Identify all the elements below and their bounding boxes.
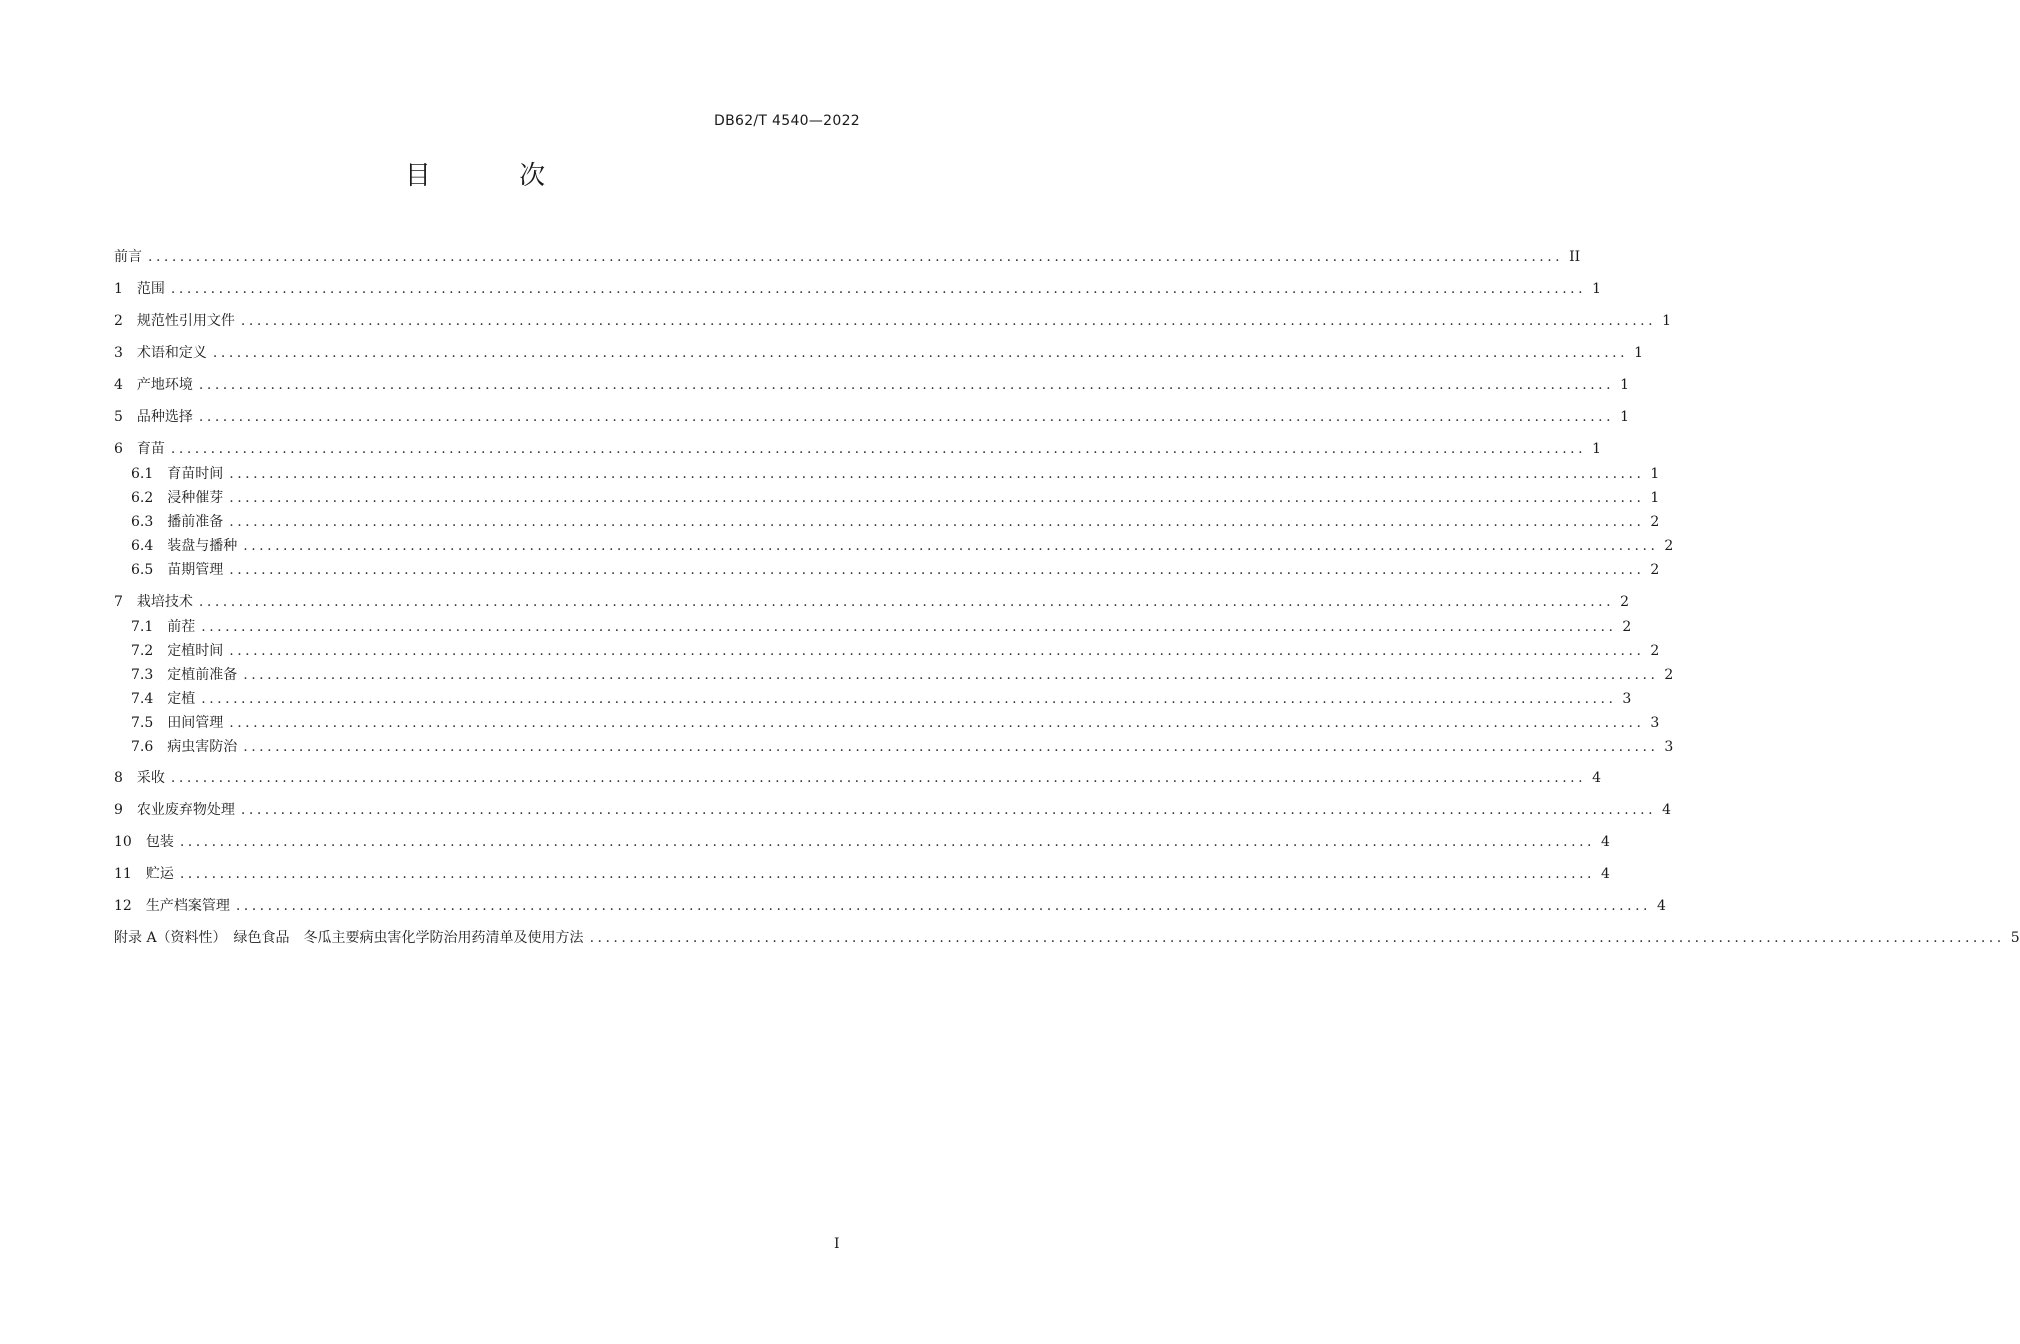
toc-number: 7.2 — [131, 643, 154, 659]
toc-label: 贮运 — [145, 866, 174, 882]
toc-page: II — [1569, 249, 1581, 265]
toc-page: 2 — [1620, 594, 1629, 610]
toc-number: 6.2 — [131, 490, 154, 506]
toc-page: 4 — [1656, 898, 1666, 914]
toc-page: 3 — [1664, 739, 1674, 755]
toc-number: 7.1 — [131, 619, 154, 635]
toc-number: 11 — [114, 866, 132, 882]
dot-leader: .................................................................................................................................................................................. — [179, 834, 1595, 850]
toc-label: 浸种催芽 — [167, 490, 224, 506]
page-title: 目 次 — [404, 161, 586, 191]
toc-entry[interactable] — [114, 372, 1629, 394]
dot-leader: .................................................................................................................................................................................. — [589, 930, 2005, 946]
toc-number: 6.1 — [131, 466, 154, 482]
toc-label: 育苗 — [136, 441, 165, 457]
dot-leader: .................................................................................................................................................................................. — [170, 281, 1587, 297]
toc-subentry[interactable] — [131, 734, 1674, 756]
dot-leader: .................................................................................................................................................................................. — [198, 409, 1615, 425]
toc-label: 育苗时间 — [167, 466, 224, 482]
toc-entry[interactable] — [114, 893, 1666, 915]
page-number: I — [834, 1236, 840, 1252]
toc-number: 1 — [114, 281, 123, 297]
dot-leader: .................................................................................................................................................................................. — [198, 594, 1615, 610]
toc-entry[interactable] — [114, 861, 1610, 883]
toc-entry[interactable] — [114, 589, 1629, 611]
toc-number: 8 — [114, 770, 123, 786]
toc-page: 1 — [1592, 441, 1601, 457]
toc-label: 播前准备 — [167, 514, 224, 530]
toc-page: 1 — [1620, 409, 1629, 425]
toc-label: 定植前准备 — [167, 667, 238, 683]
toc-label: 前言 — [114, 249, 142, 265]
toc-page: 1 — [1650, 466, 1660, 482]
dot-leader: .................................................................................................................................................................................. — [229, 562, 1645, 578]
toc-number: 2 — [114, 313, 123, 329]
toc-number: 7.3 — [131, 667, 154, 683]
toc-number: 3 — [114, 345, 123, 361]
dot-leader: .................................................................................................................................................................................. — [148, 249, 1564, 265]
toc-label: 品种选择 — [136, 409, 193, 425]
dot-leader: .................................................................................................................................................................................. — [243, 667, 1659, 683]
toc-subentry[interactable] — [131, 686, 1632, 708]
toc-label: 病虫害防治 — [167, 739, 238, 755]
toc-page: 2 — [1650, 562, 1660, 578]
toc-page: 2 — [1664, 538, 1674, 554]
toc-number: 7.6 — [131, 739, 154, 755]
toc-label: 装盘与播种 — [167, 538, 238, 554]
toc-number: 7.4 — [131, 691, 154, 707]
toc-subentry[interactable] — [131, 638, 1660, 660]
toc-label: 田间管理 — [167, 715, 224, 731]
toc-page: 4 — [1600, 834, 1610, 850]
toc-entry[interactable] — [114, 797, 1671, 819]
dot-leader: .................................................................................................................................................................................. — [229, 490, 1645, 506]
toc-subentry[interactable] — [131, 557, 1660, 579]
toc-label: 规范性引用文件 — [136, 313, 235, 329]
toc-page: 1 — [1592, 281, 1601, 297]
toc-entry-appendix-a[interactable] — [114, 925, 2020, 947]
toc-page: 3 — [1650, 715, 1660, 731]
dot-leader: .................................................................................................................................................................................. — [243, 538, 1659, 554]
toc-page: 5 — [2010, 930, 2020, 946]
toc-label: 采收 — [136, 770, 165, 786]
toc-label: 包装 — [145, 834, 174, 850]
dot-leader: .................................................................................................................................................................................. — [240, 802, 1657, 818]
toc-label: 苗期管理 — [167, 562, 224, 578]
toc-label: 术语和定义 — [136, 345, 207, 361]
toc-subentry[interactable] — [131, 485, 1660, 507]
toc-label: 农业废弃物处理 — [136, 802, 235, 818]
toc-subentry[interactable] — [131, 662, 1674, 684]
toc-page: 4 — [1592, 770, 1601, 786]
dot-leader: .................................................................................................................................................................................. — [170, 441, 1587, 457]
toc-subentry[interactable] — [131, 533, 1674, 555]
toc-label: 前茬 — [167, 619, 196, 635]
toc-subentry[interactable] — [131, 509, 1660, 531]
dot-leader: .................................................................................................................................................................................. — [229, 514, 1645, 530]
toc-entry[interactable] — [114, 829, 1610, 851]
toc-label: 定植 — [167, 691, 196, 707]
toc-page: 1 — [1650, 490, 1660, 506]
dot-leader: .................................................................................................................................................................................. — [201, 619, 1617, 635]
toc-page: 4 — [1662, 802, 1671, 818]
toc-page: 3 — [1622, 691, 1632, 707]
toc-entry[interactable] — [114, 308, 1671, 330]
toc-label: 定植时间 — [167, 643, 224, 659]
toc-page: 1 — [1634, 345, 1643, 361]
toc-number: 5 — [114, 409, 123, 425]
dot-leader: .................................................................................................................................................................................. — [170, 770, 1587, 786]
toc-page: 4 — [1600, 866, 1610, 882]
standard-code: DB62/T 4540—2022 — [714, 113, 860, 129]
toc-entry[interactable] — [114, 765, 1601, 787]
toc-page: 2 — [1622, 619, 1632, 635]
dot-leader: .................................................................................................................................................................................. — [179, 866, 1595, 882]
toc-number: 10 — [114, 834, 132, 850]
toc-subentry[interactable] — [131, 461, 1660, 483]
dot-leader: .................................................................................................................................................................................. — [240, 313, 1657, 329]
toc-subentry[interactable] — [131, 710, 1660, 732]
toc-label: 产地环境 — [136, 377, 193, 393]
toc-label: 范围 — [136, 281, 165, 297]
toc-page: 2 — [1650, 643, 1660, 659]
dot-leader: .................................................................................................................................................................................. — [201, 691, 1617, 707]
toc-label: 附录 A（资料性） 绿色食品 冬瓜主要病虫害化学防治用药清单及使用方法 — [114, 930, 584, 946]
toc-entry-foreword[interactable] — [114, 244, 1581, 266]
dot-leader: .................................................................................................................................................................................. — [212, 345, 1629, 361]
toc-entry[interactable] — [114, 436, 1601, 458]
toc-number: 9 — [114, 802, 123, 818]
toc-number: 6.4 — [131, 538, 154, 554]
toc-label: 生产档案管理 — [145, 898, 230, 914]
dot-leader: .................................................................................................................................................................................. — [229, 466, 1645, 482]
dot-leader: .................................................................................................................................................................................. — [243, 739, 1659, 755]
dot-leader: .................................................................................................................................................................................. — [235, 898, 1651, 914]
toc-subentry[interactable] — [131, 614, 1632, 636]
toc-entry[interactable] — [114, 276, 1601, 298]
dot-leader: .................................................................................................................................................................................. — [229, 715, 1645, 731]
toc-label: 栽培技术 — [136, 594, 193, 610]
toc-number: 6 — [114, 441, 123, 457]
toc-entry[interactable] — [114, 340, 1643, 362]
toc-page: 1 — [1620, 377, 1629, 393]
toc-entry[interactable] — [114, 404, 1629, 426]
dot-leader: .................................................................................................................................................................................. — [229, 643, 1645, 659]
toc-number: 6.5 — [131, 562, 154, 578]
toc-number: 6.3 — [131, 514, 154, 530]
toc-number: 12 — [114, 898, 132, 914]
toc-page: 2 — [1664, 667, 1674, 683]
toc-page: 1 — [1662, 313, 1671, 329]
toc-number: 7.5 — [131, 715, 154, 731]
toc-page: 2 — [1650, 514, 1660, 530]
dot-leader: .................................................................................................................................................................................. — [198, 377, 1615, 393]
toc-number: 4 — [114, 377, 123, 393]
toc-number: 7 — [114, 594, 123, 610]
